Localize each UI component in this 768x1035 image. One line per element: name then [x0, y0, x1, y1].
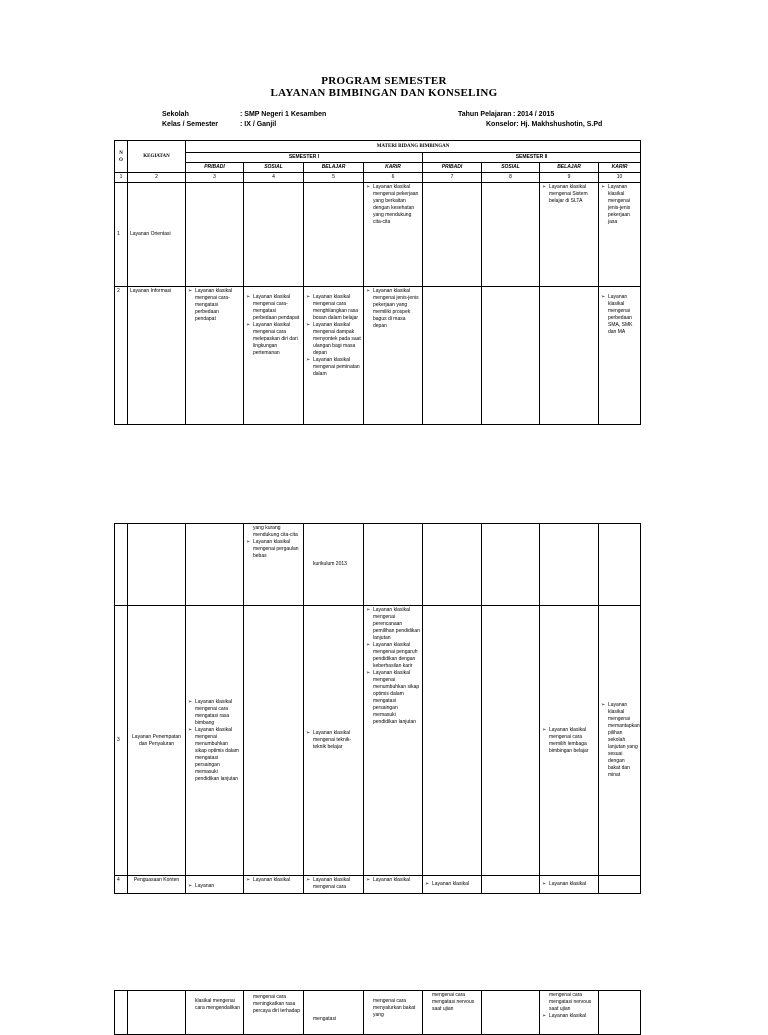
cell-empty — [599, 876, 641, 894]
bullet-item: ➢ Layanan klasikal — [425, 881, 479, 888]
bullet-item: ➢ Layanan klasikal mengenai pengaruh pendidikan dengan keberhasilan karir — [366, 642, 420, 670]
cell-empty — [540, 287, 599, 425]
bullet-item: ➢ Layanan klasikal mengenai cara-mengatasi perbedaan pendapat — [246, 294, 301, 322]
cell-empty — [482, 991, 540, 1035]
cell-empty — [186, 524, 244, 606]
cell-belajar1 — [304, 524, 364, 606]
semester1-header: SEMESTER I — [186, 153, 423, 163]
col-belajar-2: BELAJAR — [540, 163, 599, 173]
num-5: 5 — [304, 173, 364, 183]
cell-empty — [128, 524, 186, 606]
cell-pribadi1 — [186, 287, 244, 425]
cell-empty — [599, 991, 641, 1035]
sekolah-label: Sekolah — [162, 111, 189, 118]
cell-empty — [364, 524, 423, 606]
cell-karir2 — [599, 287, 641, 425]
cell-empty — [482, 876, 540, 894]
cell-sosial1 — [244, 524, 304, 606]
bullet-item: ➢ Layanan klasikal mengenai menumbuhkan sikap optimis dalam mengatasi persaingan memasuki pendidikan lanjutan — [188, 727, 241, 783]
cell-sosial1 — [244, 991, 304, 1035]
materi-header: MATERI BIDANG BIMBINGAN — [186, 141, 641, 153]
continued-text: klasikal mengenai cara mengendalikan — [195, 998, 241, 1011]
cell-empty — [482, 287, 540, 425]
cell-sosial1 — [244, 287, 304, 425]
num-7: 7 — [423, 173, 482, 183]
bullet-item: ➢ Layanan klasikal mengenai cara memilih lembaga bimbingan belajar — [542, 727, 596, 755]
num-6: 6 — [364, 173, 423, 183]
cell-belajar1 — [304, 606, 364, 876]
row-no: 2 — [115, 287, 128, 425]
cell-empty — [599, 524, 641, 606]
num-9: 9 — [540, 173, 599, 183]
bullet-item: ➢ Layanan klasikal — [366, 877, 420, 884]
num-8: 8 — [482, 173, 540, 183]
table-row — [115, 183, 641, 287]
col-sosial-2: SOSIAL — [482, 163, 540, 173]
tahun-value: : 2014 / 2015 — [513, 111, 555, 118]
bullet-item: ➢ Layanan klasikal mengenai menumbuhkan sikap optimis dalam mengatasi persaingan memasuki pendidikan lanjutan — [366, 670, 420, 726]
col-pribadi-2: PRIBADI — [423, 163, 482, 173]
bullet-item: ➢ Layanan klasikal — [542, 1013, 596, 1020]
continued-text: mengenai cara mengatasi nervous saat ujian — [549, 992, 592, 1012]
continued-text: mengatasi — [313, 1016, 337, 1022]
no-header: N O — [115, 141, 128, 173]
cell-empty — [423, 606, 482, 876]
cell-belajar2 — [540, 606, 599, 876]
row-kegiatan: Layanan Informasi — [128, 287, 186, 425]
konselor-label: Konselor: Hj. Makhshushotin, S.Pd — [486, 121, 603, 128]
cell-karir2 — [599, 606, 641, 876]
table-row — [115, 287, 641, 425]
kelas-label: Kelas / Semester — [162, 121, 219, 128]
cell-empty — [304, 183, 364, 287]
kegiatan-header: KEGIATAN — [128, 141, 186, 173]
cell-empty — [128, 991, 186, 1035]
bullet-item: ➢ Layanan klasikal mengenai jenis-jenis pekerjaan yang memiliki prospek bagus di masa depan — [366, 288, 420, 330]
col-sosial-1: SOSIAL — [244, 163, 304, 173]
cell-belajar2 — [540, 876, 599, 894]
cell-pribadi2 — [423, 991, 482, 1035]
sekolah-value: : SMP Negeri 1 Kesamben — [240, 111, 327, 118]
cell-empty — [244, 606, 304, 876]
col-karir-2: KARIR — [599, 163, 641, 173]
cell-empty — [482, 606, 540, 876]
continued-text: kurikulum 2013 — [313, 561, 347, 567]
bullet-item: ➢ Layanan klasikal mengenai perbedaan SMA, SMK dan MA — [601, 294, 638, 336]
table-row — [115, 876, 641, 894]
row-no: 1 — [115, 183, 128, 287]
cell-pribadi1 — [186, 991, 244, 1035]
cell-karir1 — [364, 183, 423, 287]
cell-belajar1 — [304, 991, 364, 1035]
bullet-item: ➢ Layanan klasikal mengenai cara mengatasi rasa bimbang — [188, 699, 241, 727]
cell-pribadi2 — [423, 876, 482, 894]
row-no: 4 — [115, 876, 128, 894]
cell-empty — [482, 524, 540, 606]
bullet-item: ➢ Layanan klasikal mengenai cara menghilangkan rasa bosan dalam belajar — [306, 294, 361, 322]
cell-belajar2 — [540, 991, 599, 1035]
num-10: 10 — [599, 173, 641, 183]
cell-empty — [423, 183, 482, 287]
cell-empty — [186, 183, 244, 287]
col-pribadi-1: PRIBADI — [186, 163, 244, 173]
program-table-page2 — [114, 523, 641, 894]
continued-text: mengenai cara meningkatkan rasa percaya diri terhadap — [253, 994, 300, 1014]
table-row — [115, 991, 641, 1035]
bullet-item: ➢ Layanan klasikal mengenai memantapkan pilihan sekolah lanjutan yang sesuai dengan bakat dan minat — [601, 702, 638, 779]
bullet-item: ➢ Layanan klasikal mengenai teknik-teknik belajar — [306, 730, 361, 751]
cell-belajar1 — [304, 287, 364, 425]
cell-empty — [115, 524, 128, 606]
num-2: 2 — [128, 173, 186, 183]
num-3: 3 — [186, 173, 244, 183]
bullet-item: ➢ Layanan klasikal — [542, 881, 596, 888]
cell-karir2 — [599, 183, 641, 287]
bullet-item: ➢ Layanan klasikal mengenai peminatan dalam — [306, 357, 361, 378]
cell-empty — [115, 991, 128, 1035]
cell-karir1 — [364, 606, 423, 876]
bullet-item: ➢ Layanan klasikal mengenai dampak menyontek pada saat ulangan bagi masa depan — [306, 322, 361, 357]
bullet-item: ➢ Layanan klasikal mengenai cara melepaskan diri dari lingkungan pertemanan — [246, 322, 301, 357]
cell-empty — [482, 183, 540, 287]
cell-belajar1 — [304, 876, 364, 894]
semester2-header: SEMESTER II — [423, 153, 641, 163]
bullet-item: ➢ Layanan — [188, 883, 241, 890]
num-4: 4 — [244, 173, 304, 183]
continued-text: mengenai cara mengatasi nervous saat ujian — [432, 992, 475, 1012]
cell-karir1 — [364, 991, 423, 1035]
row-no: 3 — [115, 606, 128, 876]
bullet-item: ➢ Layanan klasikal mengenai pekerjaan yang berkaitan dengan kesehatan yang mendukung cita-cita — [366, 184, 420, 226]
table-row — [115, 524, 641, 606]
row-kegiatan: Layanan Orientasi — [128, 183, 186, 287]
continued-text: mengenai cara menyalurkan bakat yang — [373, 998, 416, 1018]
cell-pribadi1 — [186, 876, 244, 894]
bullet-item: ➢ Layanan klasikal mengenai jenis-jenis pekerjaan jasa — [601, 184, 638, 226]
title-layanan-bk: LAYANAN BIMBINGAN DAN KONSELING — [270, 87, 498, 99]
bullet-item: ➢ Layanan klasikal mengenai Sistem belajar di SLTA — [542, 184, 596, 205]
bullet-item: ➢ Layanan klasikal mengenai pergaulan bebas — [246, 539, 301, 560]
continued-text: yang kurang mendukung cita-cita — [253, 525, 298, 538]
tahun-label: Tahun Pelajaran — [458, 111, 512, 118]
bullet-item: ➢ Layanan klasikal mengenai cara-mengatasi perbedaan pendapat — [188, 288, 241, 323]
program-table-page3 — [114, 990, 641, 1035]
bullet-item: ➢ Layanan klasikal mengenai perencanaan pemilihan pendidikan lanjutan — [366, 607, 420, 642]
cell-empty — [423, 524, 482, 606]
cell-karir1 — [364, 876, 423, 894]
col-karir-1: KARIR — [364, 163, 423, 173]
cell-empty — [540, 524, 599, 606]
cell-empty — [423, 287, 482, 425]
kelas-value: : IX / Ganjil — [240, 121, 277, 128]
row-kegiatan: Layanan Penempatan dan Penyaluran — [128, 606, 186, 876]
cell-pribadi1 — [186, 606, 244, 876]
bullet-item: ➢ Layanan klasikal — [246, 877, 301, 884]
title-program-semester: PROGRAM SEMESTER — [321, 75, 447, 87]
bullet-item: ➢ Layanan klasikal mengenai cara — [306, 877, 361, 891]
row-kegiatan: Penguasaan Konten — [128, 876, 186, 894]
cell-empty — [244, 183, 304, 287]
table-row — [115, 606, 641, 876]
cell-belajar2 — [540, 183, 599, 287]
cell-sosial1 — [244, 876, 304, 894]
program-table-page1 — [114, 140, 641, 425]
col-belajar-1: BELAJAR — [304, 163, 364, 173]
cell-karir1 — [364, 287, 423, 425]
num-1: 1 — [115, 173, 128, 183]
